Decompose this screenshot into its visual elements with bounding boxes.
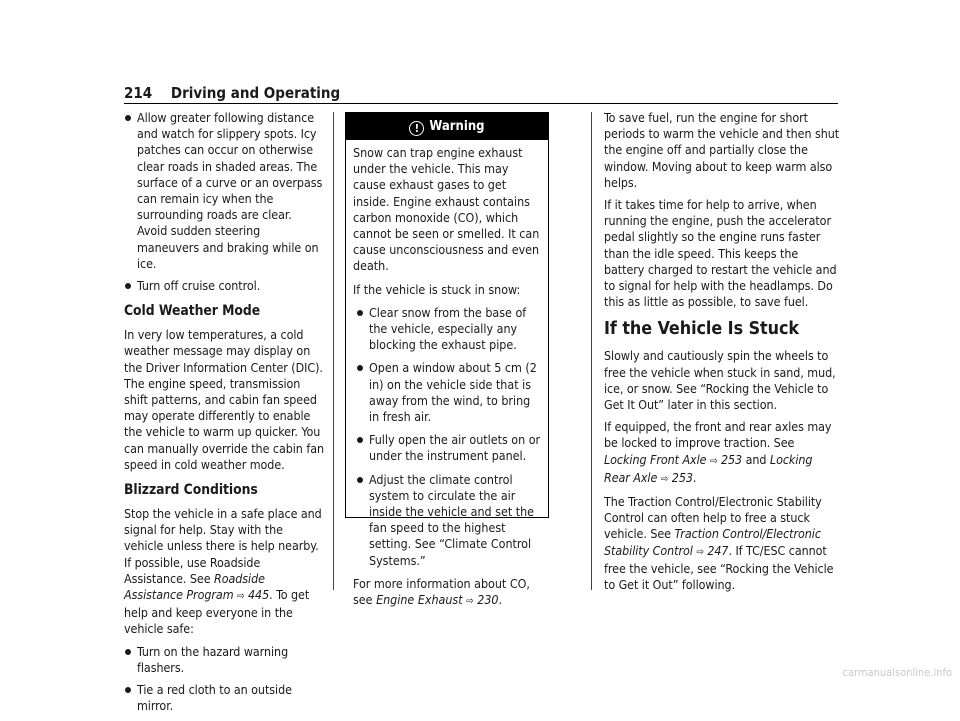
list-item: Clear snow from the base of the vehicle, especially any blocking the exhaust pipe. <box>356 305 542 354</box>
paragraph: The Traction Control/Electronic Stability Control can often help to free a stuck vehicle. See Traction Control/Electronic Stability Control ⇨ 247. If TC/ESC cannot free the vehicle, see “Rocking the Vehicle to Get it Out” following. <box>604 494 834 593</box>
warning-header <box>346 113 548 140</box>
warning-body <box>346 140 548 610</box>
header-rule <box>124 103 838 104</box>
paragraph: To save fuel, run the engine for short periods to warm the vehicle and then shut the engine off and partially close the window. Moving about to keep warm also helps. <box>604 110 840 190</box>
page-arrow-icon: ⇨ <box>237 591 245 603</box>
stuck-heading: If the Vehicle Is Stuck <box>604 318 799 340</box>
paragraph: If it takes time for help to arrive, when running the engine, push the accelerator pedal slightly so the engine runs faster than the idle speed. This keeps the battery charged to restart the vehicle and to signal for help with the headlamps. Do this as little as possible, to save fuel. <box>604 197 837 310</box>
page-header <box>124 82 838 104</box>
warning-text: If the vehicle is stuck in snow: <box>353 281 521 297</box>
list-item: Allow greater following distance and watch for slippery spots. Icy patches can occur on otherwise clear roads in shaded areas. The surface of a curve or an overpass can remain icy when the surrounding roads are clear. Avoid sudden steering maneuvers and braking while on ice. <box>124 110 324 272</box>
warning-text: For more information about CO, see Engine Exhaust ⇨ 230. <box>353 575 530 608</box>
column-left <box>124 110 324 721</box>
column-divider-right <box>591 112 592 590</box>
list-item: Open a window about 5 cm (2 in) on the vehicle side that is away from the wind, to bring in fresh air. <box>356 360 542 425</box>
page-number: 214 <box>124 84 153 102</box>
paragraph: Slowly and cautiously spin the wheels to free the vehicle when stuck in sand, mud, ice, or snow. See “Rocking the Vehicle to Get It Out” later in this section. <box>604 348 836 413</box>
blizzard-heading: Blizzard Conditions <box>124 482 258 499</box>
column-divider-left <box>333 112 334 590</box>
list-item: Adjust the climate control system to circulate the air inside the vehicle and set the fan speed to the highest setting. See “Climate Control Systems.” <box>356 472 542 569</box>
list-item: Tie a red cloth to an outside mirror. <box>124 682 324 714</box>
traction-control-link[interactable]: Traction Control/Electronic Stability Control ⇨ 247 <box>604 526 821 558</box>
cold-weather-text: In very low temperatures, a cold weather message may display on the Driver Information Center (DIC). The engine speed, transmission shift patterns, and cabin fan speed may operate differently to enable the vehicle to warm up quicker. You can manually override the cabin fan speed in cold weather mode. <box>124 327 324 472</box>
engine-exhaust-link[interactable]: Engine Exhaust ⇨ 230 <box>376 592 499 608</box>
list-item: Turn off cruise control. <box>124 278 324 294</box>
warning-box <box>345 112 549 608</box>
locking-front-axle-link[interactable]: Locking Front Axle ⇨ 253 <box>604 451 743 467</box>
list-item: Turn on the hazard warning flashers. <box>124 644 324 676</box>
list-item: Fully open the air outlets on or under the instrument panel. <box>356 432 542 464</box>
column-right <box>604 110 840 599</box>
roadside-assistance-link[interactable]: Roadside Assistance Program ⇨ 445 <box>124 570 270 603</box>
warning-text: Snow can trap engine exhaust under the vehicle. This may cause exhaust gases to get inside. Engine exhaust contains carbon monoxide (CO), which cannot be seen or smelled. It can cause unconsciousness and even death. <box>353 145 540 274</box>
page-arrow-icon: ⇨ <box>696 546 704 558</box>
locking-rear-axle-link[interactable]: Locking Rear Axle ⇨ 253 <box>604 451 813 485</box>
watermark: carmanualsonline.info <box>842 666 952 679</box>
blizzard-text: Stop the vehicle in a safe place and signal for help. Stay with the vehicle unless there is help nearby. If possible, use Roadside Assistance. See Roadside Assistance Program ⇨ 445. To get help and keep everyone in the vehicle safe: <box>124 506 322 637</box>
section-title: Driving and Operating <box>170 84 341 102</box>
warning-icon: ! <box>409 121 424 136</box>
page-arrow-icon: ⇨ <box>466 596 474 608</box>
cold-weather-heading: Cold Weather Mode <box>124 303 261 320</box>
paragraph: If equipped, the front and rear axles may be locked to improve traction. See Locking Front Axle ⇨ 253 and Locking Rear Axle ⇨ 253. <box>604 419 832 485</box>
page-arrow-icon: ⇨ <box>660 473 669 485</box>
page-arrow-icon: ⇨ <box>709 455 718 467</box>
warning-title: Warning <box>429 119 485 134</box>
